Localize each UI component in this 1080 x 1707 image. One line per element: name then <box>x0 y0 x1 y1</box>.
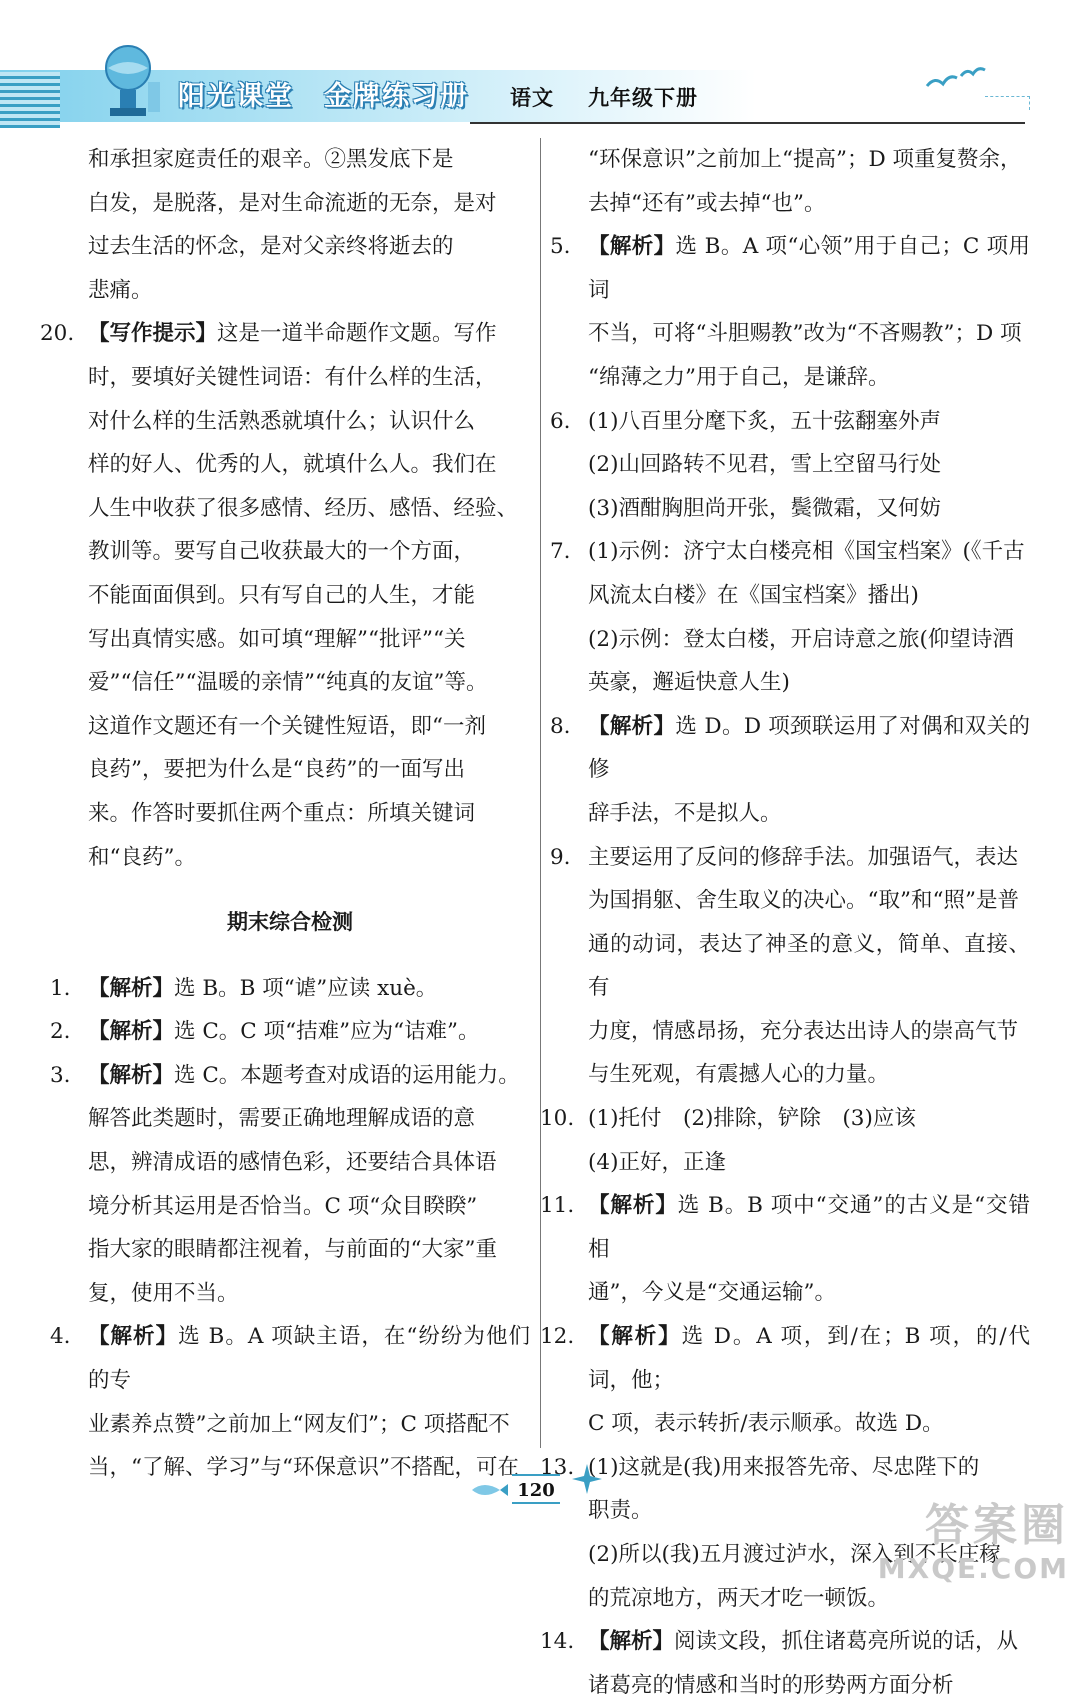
text-line: 英豪，邂逅快意人生) <box>588 670 790 696</box>
answer-number: 4. <box>50 1324 71 1350</box>
answer-10 <box>540 1097 1030 1184</box>
text-line: 境分析其运用是否恰当。C 项“众目睽睽” <box>88 1193 478 1219</box>
answer-3 <box>50 1054 530 1316</box>
text-line: 选 C。C 项“拮难”应为“诘难”。 <box>174 1019 480 1045</box>
answer-tag: 【解析】 <box>588 234 676 260</box>
text-line: 辞手法，不是拟人。 <box>588 800 782 826</box>
fish-decoration-icon <box>470 1480 510 1500</box>
answer-number: 10. <box>540 1106 575 1132</box>
left-column <box>40 138 530 1490</box>
subject-label: 语文 <box>510 86 554 110</box>
text-line: 不能面面俱到。只有写自己的人生，才能 <box>88 582 476 608</box>
brand-left: 阳光课堂 <box>178 81 294 112</box>
text-line: 业素养点赞”之前加上“网友们”；C 项搭配不 <box>88 1411 510 1437</box>
answer-4-continuation <box>550 138 1030 225</box>
text-line: 这道作文题还有一个关键性短语，即“一剂 <box>88 713 486 739</box>
section-title: 期末综合检测 <box>227 910 353 935</box>
text-line: 选 D。A 项，到/在；B 项，的/代词，他； <box>588 1324 1030 1393</box>
answer-number: 12. <box>540 1324 575 1350</box>
text-line: (1)这就是(我)用来报答先帝、尽忠陛下的 <box>588 1454 980 1480</box>
answer-19-continuation <box>50 138 530 312</box>
answer-number: 7. <box>550 539 571 565</box>
answer-tag: 【解析】 <box>88 1019 175 1045</box>
text-line: 选 D。D 项颈联运用了对偶和双关的修 <box>588 713 1030 783</box>
answer-number: 20. <box>40 321 75 347</box>
text-line: 不当，可将“斗胆赐教”改为“不吝赐教”；D 项 <box>588 321 1022 347</box>
text-line: 思，辨清成语的感情色彩，还要结合具体语 <box>88 1150 497 1176</box>
text-line: 写出真情实感。如可填“理解”“批评”“关 <box>88 626 466 652</box>
watermark-top: 答案圈 <box>925 1500 1069 1551</box>
answer-7 <box>550 530 1030 704</box>
page-header <box>0 0 1080 150</box>
text-line: 选 C。本题考查对成语的运用能力。 <box>174 1062 520 1088</box>
text-line: 来。作答时要抓住两个重点：所填关键词 <box>88 800 476 826</box>
text-line: 和承担家庭责任的艰辛。②黑发底下是 <box>88 147 454 172</box>
text-line: “环保意识”之前加上“提高”；D 项重复赘余， <box>588 147 1022 172</box>
text-line: (4)正好，正逢 <box>588 1149 726 1175</box>
text-line: (2)山回路转不见君，雪上空留马行处 <box>588 452 941 478</box>
text-line: 通”，今义是“交通运输”。 <box>588 1280 836 1306</box>
text-line: 当，“了解、学习”与“环保意识”不搭配，可在 <box>88 1455 519 1481</box>
answer-tag: 【解析】 <box>88 1324 179 1350</box>
answer-2 <box>50 1010 530 1054</box>
text-line: 去掉“还有”或去掉“也”。 <box>588 190 826 216</box>
answer-tag: 【解析】 <box>88 1062 175 1088</box>
text-line: 选 B。A 项“心领”用于自己；C 项用词 <box>588 234 1030 303</box>
text-line: 和“良药”。 <box>88 844 196 870</box>
text-line: 复，使用不当。 <box>88 1280 239 1306</box>
answer-number: 6. <box>550 408 571 434</box>
text-line: 力度，情感昂扬，充分表达出诗人的崇高气节 <box>588 1018 1019 1044</box>
text-line: (2)示例：登太白楼，开启诗意之旅(仰望诗酒 <box>588 626 1014 652</box>
text-line: 样的好人、优秀的人，就填什么人。我们在 <box>88 452 497 478</box>
answer-number: 8. <box>550 713 571 739</box>
text-line: 通的动词，表达了神圣的意义，简单、直接、有 <box>588 931 1030 1001</box>
text-line: 与生死观，有震撼人心的力量。 <box>588 1062 890 1088</box>
brand-title <box>178 74 499 113</box>
header-rule <box>470 122 1025 124</box>
answer-tag: 【解析】 <box>588 1629 675 1655</box>
site-watermark <box>875 1500 1075 1596</box>
book-info <box>510 82 698 112</box>
answer-6 <box>550 400 1030 531</box>
text-line: 解答此类题时，需要正确地理解成语的意 <box>88 1106 476 1132</box>
globe-logo-icon <box>90 38 170 118</box>
grade-label: 九年级下册 <box>588 86 698 110</box>
text-line: 悲痛。 <box>88 277 153 303</box>
text-line: 职责。 <box>588 1498 653 1524</box>
text-line: 主要运用了反问的修辞手法。加强语气，表达 <box>588 844 1019 870</box>
text-line: 人生中收获了很多感情、经历、感悟、经验、 <box>88 495 519 521</box>
text-line: (2)所以(我)五月渡过泸水，深入到不长庄稼 <box>588 1542 1001 1567</box>
text-line: (3)酒酣胸胆尚开张，鬓微霜，又何妨 <box>588 495 941 521</box>
text-line: 为国捐躯、舍生取义的决心。“取”和“照”是普 <box>588 888 1019 914</box>
answer-number: 2. <box>50 1019 71 1045</box>
answer-1 <box>50 967 530 1011</box>
text-line: 选 B。B 项中“交通”的古义是“交错相 <box>588 1193 1030 1262</box>
text-line: 时，要填好关键性词语：有什么样的生活， <box>88 364 497 390</box>
text-line: 阅读文段，抓住诸葛亮所说的话，从 <box>674 1629 1019 1655</box>
answer-12 <box>540 1315 1030 1446</box>
right-column <box>540 138 1030 1707</box>
text-line: (1)示例：济宁太白楼亮相《国宝档案》(《千古 <box>588 539 1025 565</box>
answer-number: 5. <box>550 234 571 260</box>
answer-number: 3. <box>50 1062 71 1088</box>
text-line: 指大家的眼睛都注视着，与前面的“大家”重 <box>88 1237 497 1263</box>
text-line: “绵薄之力”用于自己，是谦辞。 <box>588 364 890 390</box>
answer-9 <box>550 836 1030 1098</box>
birds-icon <box>925 64 995 94</box>
answer-number: 13. <box>540 1454 575 1480</box>
text-line: 诸葛亮的情感和当时的形势两方面分析 <box>588 1672 954 1698</box>
text-line: C 项，表示转折/表示顺承。故选 D。 <box>588 1411 944 1437</box>
text-line: 爱”“信任”“温暖的亲情”“纯真的友谊”等。 <box>88 670 488 696</box>
text-line: 对什么样的生活熟悉就填什么；认识什么 <box>88 408 476 434</box>
answer-20 <box>40 312 530 879</box>
star-decoration-icon <box>570 1462 604 1496</box>
answer-14 <box>540 1620 1030 1707</box>
brand-right: 金牌练习册 <box>324 81 469 112</box>
answer-number: 11. <box>540 1193 575 1219</box>
answer-11 <box>540 1184 1030 1315</box>
text-line: 这是一道半命题作文题。写作 <box>217 321 497 347</box>
text-line: 白发，是脱落，是对生命流逝的无奈，是对 <box>88 190 497 216</box>
header-stripes <box>0 72 60 128</box>
answer-5 <box>550 225 1030 399</box>
answer-tag: 【解析】 <box>588 1324 682 1350</box>
text-line: 教训等。要写自己收获最大的一个方面， <box>88 539 476 565</box>
answer-tag: 【解析】 <box>588 1193 678 1219</box>
text-line: (1)八百里分麾下炙，五十弦翻塞外声 <box>588 408 941 434</box>
answer-8 <box>550 705 1030 836</box>
text-line: 过去生活的怀念，是对父亲终将逝去的 <box>88 234 454 260</box>
column-divider <box>540 138 541 1448</box>
text-line: 风流太白楼》在《国宝档案》播出) <box>588 582 919 608</box>
answer-number: 9. <box>550 844 571 870</box>
text-line: 良药”，要把为什么是“良药”的一面写出 <box>88 757 465 783</box>
answer-number: 1. <box>50 975 71 1001</box>
answer-tag: 【写作提示】 <box>88 321 218 347</box>
answer-number: 14. <box>540 1629 575 1655</box>
text-line: 选 B。A 项缺主语，在“纷纷为他们的专 <box>88 1324 530 1394</box>
answer-4 <box>50 1315 530 1489</box>
text-line: (1)托付 (2)排除，铲除 (3)应该 <box>588 1106 916 1132</box>
page-number: 120 <box>512 1474 560 1504</box>
watermark-bottom: MXQE.COM <box>877 1552 1069 1585</box>
answer-tag: 【解析】 <box>88 975 175 1001</box>
header-dotline <box>985 96 1030 110</box>
text-line: 的荒凉地方，两天才吃一顿饭。 <box>588 1585 890 1611</box>
text-line: 选 B。B 项“谑”应读 xuè。 <box>174 975 438 1001</box>
answer-tag: 【解析】 <box>588 713 676 739</box>
